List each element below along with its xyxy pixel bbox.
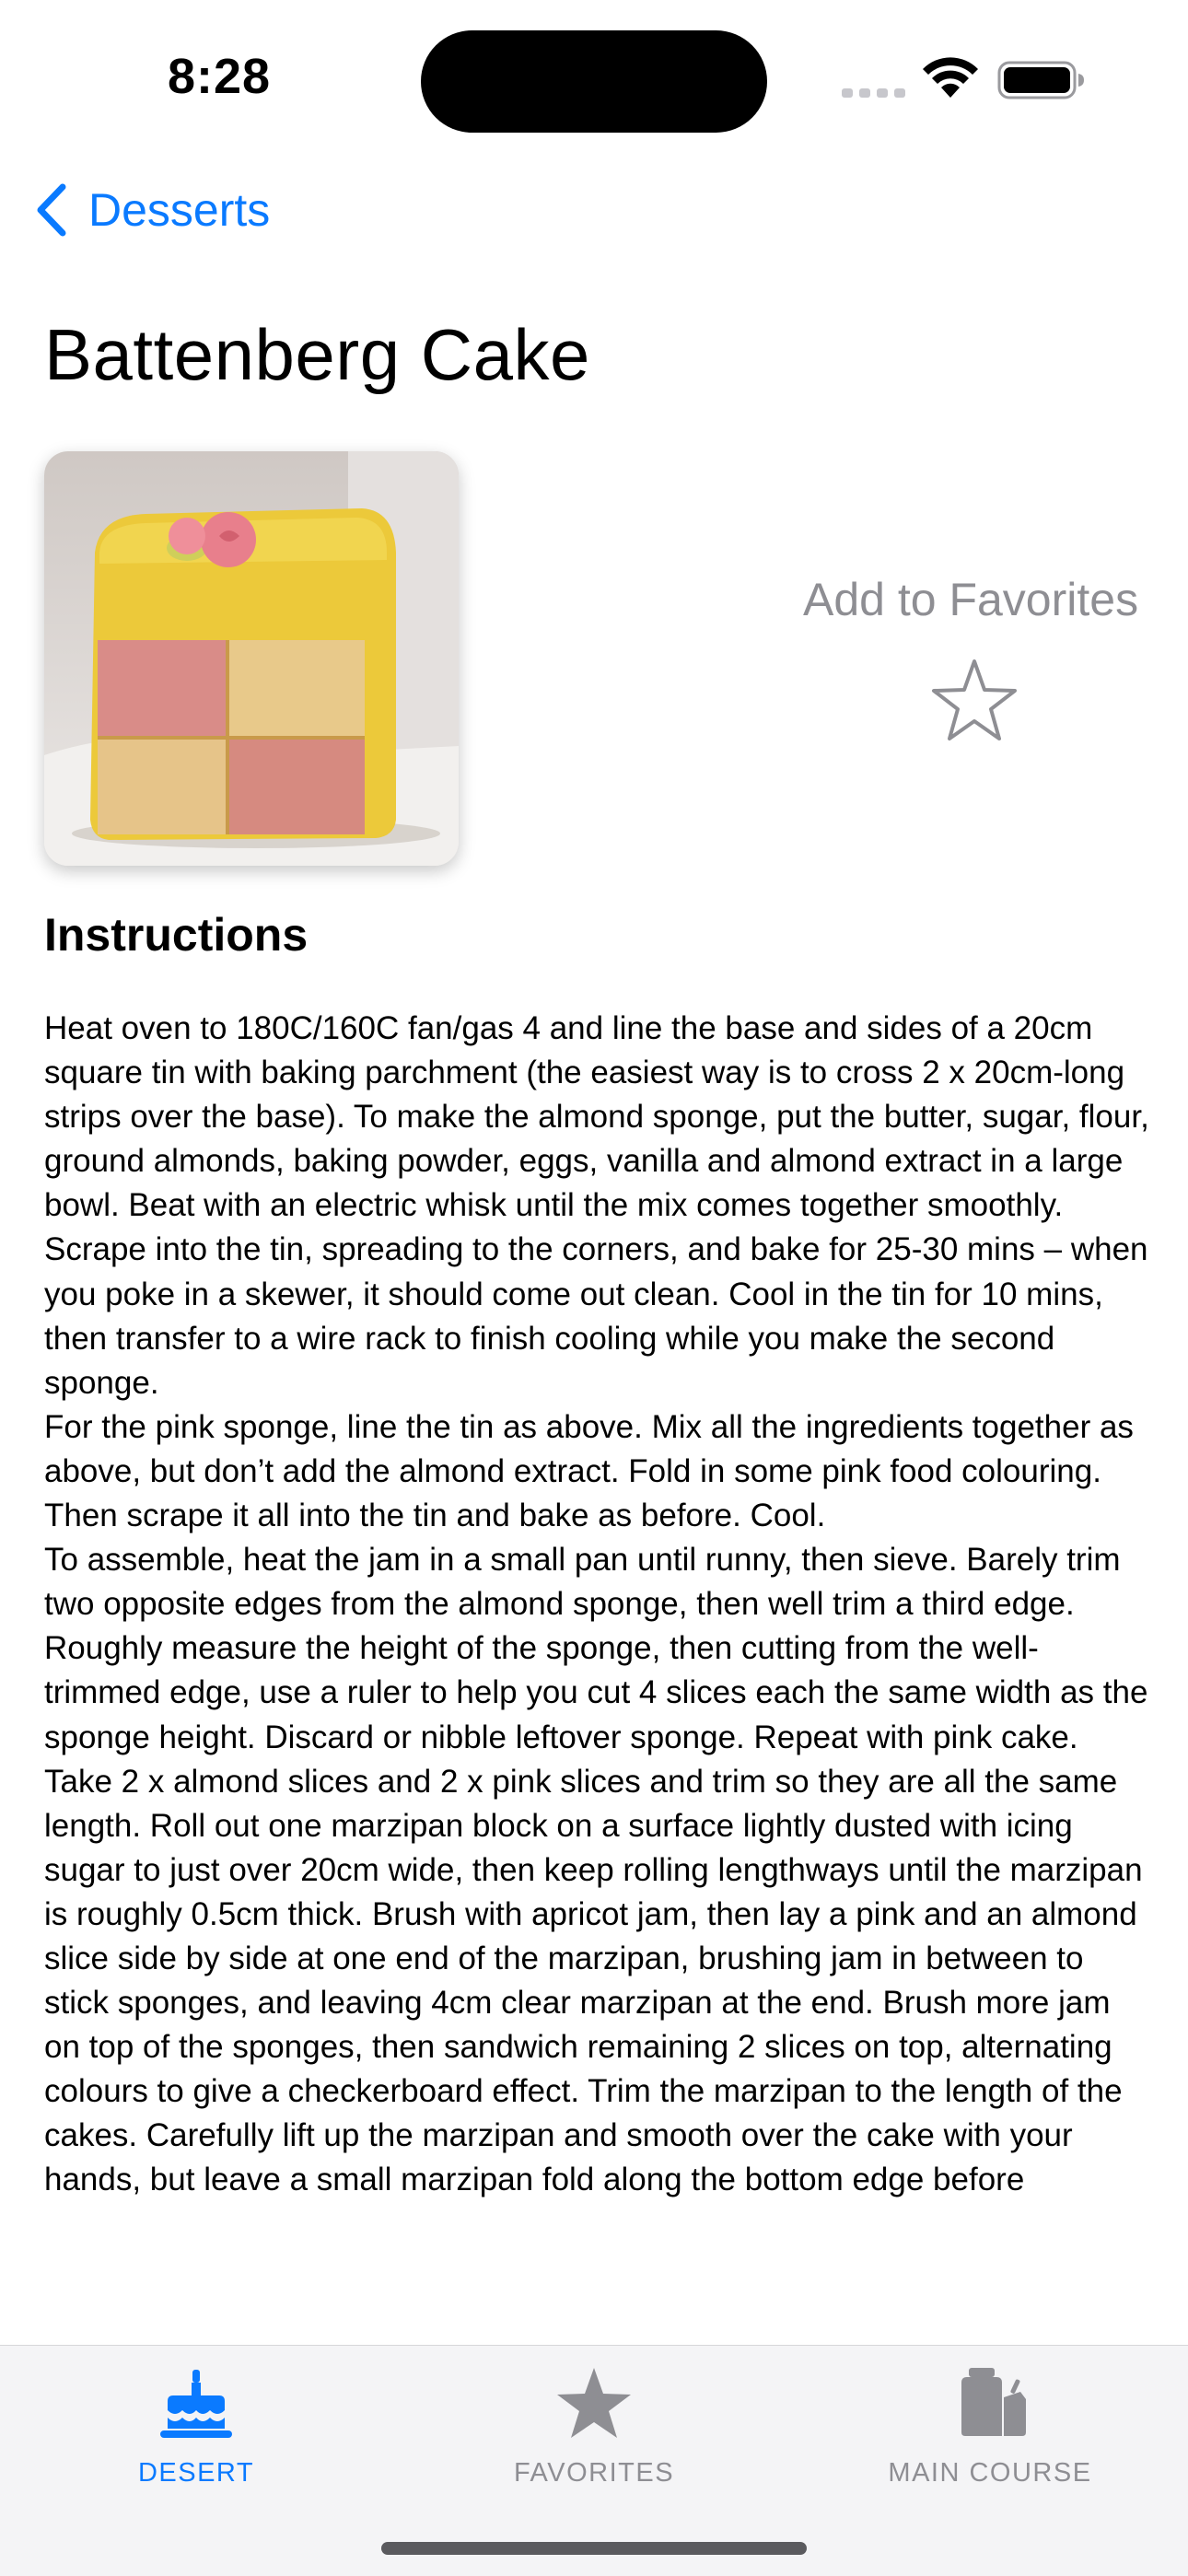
home-indicator xyxy=(381,2542,807,2555)
tab-desert[interactable] xyxy=(58,2364,334,2489)
tab-label: MAIN COURSE xyxy=(888,2458,1092,2488)
instruction-paragraph: Take 2 x almond slices and 2 x pink slices and trim so they are all the same length. Roll out one marzipan block on a surface lightly dusted with icing sugar to just over 20cm wide, then keep rolling lengthways until the marzipan is roughly 0.5cm thick. Brush with apricot jam, then lay a pink and an almond slice side by side at one end of the marzipan, brushing jam in between to stick sponges, and leaving 4cm clear marzipan at the end. Brush more jam on top of the sponges, then sandwich remaining 2 slices on top, alternating colours to give a checkerboard effect. Trim the marzipan to the length of the cakes. Carefully lift up the marzipan and smooth over the cake with your hands, but leave a small marzipan fold along the bottom edge before xyxy=(44,1763,1143,2198)
chevron-left-icon xyxy=(33,182,68,238)
instructions-heading: Instructions xyxy=(44,909,309,961)
tab-label: FAVORITES xyxy=(513,2458,675,2488)
star-outline-icon xyxy=(930,656,1019,744)
tab-main-course[interactable] xyxy=(852,2364,1128,2489)
page-title: Battenberg Cake xyxy=(44,314,590,395)
dish-image xyxy=(44,451,459,866)
wifi-icon xyxy=(921,57,980,99)
status-bar xyxy=(0,0,1188,157)
tab-label: DESERT xyxy=(137,2458,255,2488)
star-fill-icon xyxy=(553,2364,635,2442)
instructions-text xyxy=(44,1007,1149,2342)
cake-icon xyxy=(155,2364,238,2442)
add-to-favorites-label: Add to Favorites xyxy=(803,574,1139,625)
back-button[interactable] xyxy=(33,177,270,243)
tab-favorites[interactable] xyxy=(456,2364,732,2489)
dynamic-island xyxy=(421,30,767,133)
back-button-label: Desserts xyxy=(88,184,271,236)
instruction-paragraph: To assemble, heat the jam in a small pan until runny, then sieve. Barely trim two opposite edges from the almond sponge, then well trim a third edge. Roughly measure the height of the sponge, then cutting from the well-trimmed edge, use a ruler to help you cut 4 slices each the same width as the sponge height. Discard or nibble leftover sponge. Repeat with pink cake. xyxy=(44,1542,1148,1755)
cellular-signal-icon xyxy=(842,87,906,99)
battery-icon xyxy=(997,61,1086,99)
status-time: 8:28 xyxy=(168,49,272,104)
instruction-paragraph: Heat oven to 180C/160C fan/gas 4 and line the base and sides of a 20cm square tin with baking parchment (the easiest way is to cross 2 x 20cm-long strips over the base). To make the almond sponge, put the butter, sugar, flour, ground almonds, baking powder, eggs, vanilla and almond extract in a large bowl. Beat with an electric whisk until the mix comes together smoothly. Scrape into the tin, spreading to the corners, and bake for 25-30 mins – when you poke in a skewer, it should come out clean. Cool in the tin for 10 mins, then transfer to a wire rack to finish cooling while you make the second sponge. xyxy=(44,1010,1149,1401)
instruction-paragraph: For the pink sponge, line the tin as above. Mix all the ingredients together as above, but don’t add the almond extract. Fold in some pink food colouring. Then scrape it all into the tin and bake as before. Cool. xyxy=(44,1408,1134,1534)
favorite-star-button[interactable] xyxy=(930,656,1019,744)
cooking-pot-icon xyxy=(949,2364,1031,2442)
